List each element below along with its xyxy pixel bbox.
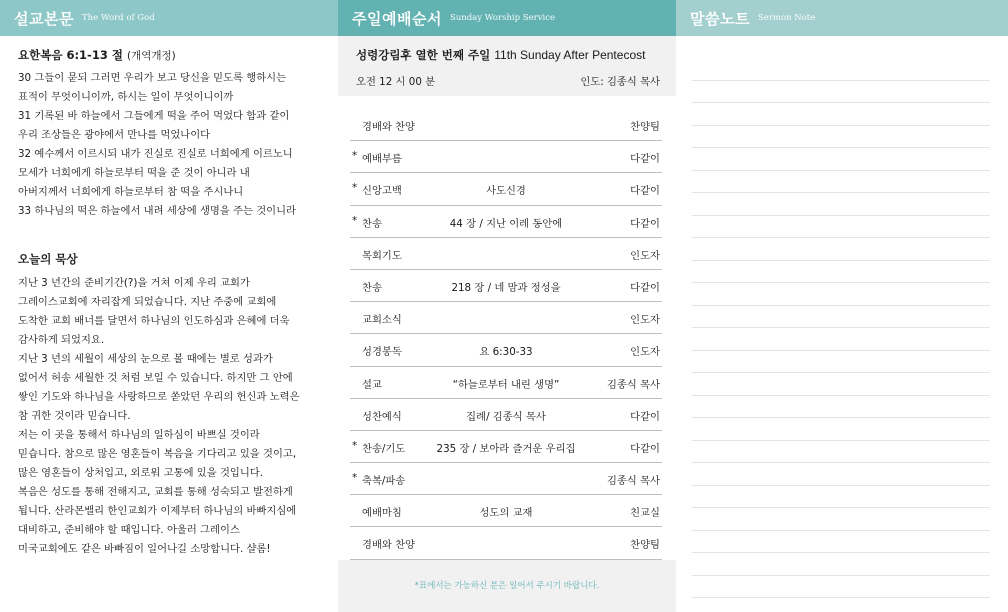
- meditation-line: 감사하게 되었지요.: [18, 334, 105, 346]
- order-row: [350, 431, 662, 463]
- order-row: [350, 527, 662, 559]
- worship-header-title: 주일예배순서: [352, 9, 442, 28]
- order-item-leader: 찬양팀: [630, 121, 660, 133]
- order-item-leader: 찬양팀: [630, 539, 660, 552]
- service-time: 오전 12 시 00 분: [356, 76, 436, 88]
- order-item-leader: 인도자: [630, 346, 660, 359]
- order-item-name: 찬송/기도: [362, 442, 406, 455]
- order-item-name: 성찬예식: [362, 410, 402, 423]
- worship-order-panel: [338, 0, 676, 612]
- scripture-line: 31 기록된 바 하늘에서 그들에게 떡을 주어 먹었다 함과 같이: [18, 110, 290, 122]
- note-rule: [692, 553, 990, 576]
- scripture-text: [18, 69, 330, 221]
- scripture-header-title: 설교본문: [14, 9, 74, 28]
- order-row: [350, 173, 662, 205]
- note-rule: [692, 306, 990, 329]
- note-rule: [692, 238, 990, 261]
- order-item-detail: “하늘로부터 내린 생명”: [452, 378, 560, 391]
- order-item-name: 신앙고백: [362, 185, 402, 198]
- note-rule: [692, 81, 990, 104]
- order-item-name: 찬송: [362, 217, 382, 230]
- order-star: *: [352, 150, 358, 163]
- note-rule: [692, 148, 990, 171]
- order-item-leader: 김종식 목사: [606, 378, 660, 391]
- order-item-leader: 다같이: [630, 442, 660, 455]
- order-item-leader: 다같이: [630, 185, 660, 198]
- order-item-leader: 인도자: [630, 314, 660, 327]
- note-rule: [692, 373, 990, 396]
- order-item-name: 예배마침: [362, 507, 402, 520]
- order-item-detail: 44 장 / 지난 이레 동안에: [449, 217, 563, 230]
- order-row: [350, 270, 662, 302]
- scripture-header: [0, 0, 338, 36]
- order-item-detail: 요 6:30-33: [479, 346, 533, 359]
- note-rule: [692, 171, 990, 194]
- order-item-name: 경배와 찬양: [362, 539, 416, 552]
- order-star: *: [352, 439, 358, 452]
- order-item-leader: 다같이: [630, 217, 660, 230]
- order-item-name: 예배부름: [362, 153, 402, 166]
- order-item-name: 축복/파송: [362, 475, 406, 488]
- order-row: [350, 109, 662, 141]
- order-row: [350, 302, 662, 334]
- scripture-panel: [0, 0, 338, 612]
- note-rule: [692, 418, 990, 441]
- order-item-detail: 성도의 교재: [479, 507, 533, 520]
- order-item-leader: 다같이: [630, 410, 660, 423]
- meditation-line: 참 귀한 것이라 믿습니다.: [18, 410, 131, 422]
- order-item-leader: 친교실: [630, 507, 660, 520]
- note-rule: [692, 283, 990, 306]
- note-rule: [692, 486, 990, 509]
- meditation-line: 대비하고, 준비해야 할 때입니다. 아울러 그레이스: [18, 524, 240, 536]
- scripture-header-subtitle: The Word of God: [81, 13, 155, 23]
- note-lines: [692, 58, 990, 598]
- service-title-ko: 성령강림후 열한 번째 주일: [356, 48, 491, 62]
- scripture-title: [18, 47, 176, 63]
- note-rule: [692, 463, 990, 486]
- scripture-line: 표적이 무엇이니이까, 하시는 일이 무엇이니이까: [18, 91, 234, 103]
- note-rule: [692, 328, 990, 351]
- sermon-note-header-subtitle: Sermon Note: [757, 13, 816, 23]
- scripture-version: (개역개정): [126, 50, 176, 62]
- meditation-line: 지난 3 년간의 준비기간(?)을 거쳐 이제 우리 교회가: [18, 277, 250, 289]
- order-row: [350, 141, 662, 173]
- order-item-leader: 김종식 목사: [606, 475, 660, 488]
- note-rule: [692, 261, 990, 284]
- order-item-name: 교회소식: [362, 314, 402, 327]
- sermon-note-header-title: 말씀노트: [690, 9, 750, 28]
- meditation-line: 저는 이 곳을 통해서 하나님의 일하심이 바쁘실 것이라: [18, 429, 260, 441]
- service-title: [356, 47, 645, 63]
- meditation-line: 믿습니다. 참으로 많은 영혼들이 복음을 기다리고 있을 것이고,: [18, 448, 297, 460]
- order-item-name: 찬송: [362, 281, 382, 294]
- service-leader: 인도: 김종식 목사: [580, 76, 660, 88]
- order-item-detail: 사도신경: [486, 185, 526, 198]
- meditation-text: [18, 274, 330, 559]
- footnote-box: [338, 560, 676, 612]
- service-title-en: 11th Sunday After Pentecost: [494, 48, 646, 62]
- meditation-line: 쌓인 기도와 하나님을 사랑하므로 쏟았던 우리의 헌신과 노력은: [18, 391, 300, 403]
- meditation-line: 없어서 허송 세월한 것 처럼 보일 수 있습니다. 하지만 그 안에: [18, 372, 293, 384]
- sermon-note-header: [676, 0, 1008, 36]
- order-item-name: 경배와 찬양: [362, 121, 416, 133]
- order-item-leader: 인도자: [630, 249, 660, 262]
- meditation-line: 복음은 성도를 통해 전해지고, 교회를 통해 성숙되고 발전하게: [18, 486, 293, 498]
- order-item-leader: 다같이: [630, 281, 660, 294]
- note-rule: [692, 216, 990, 239]
- order-row: [350, 367, 662, 399]
- order-row: [350, 495, 662, 527]
- scripture-line: 33 하나님의 떡은 하늘에서 내려 세상에 생명을 주는 것이니라: [18, 205, 297, 217]
- note-rule: [692, 441, 990, 464]
- footnote: *표에서는 가능하신 분은 일어서 주시기 바랍니다.: [414, 581, 600, 591]
- scripture-line: 우리 조상들은 광야에서 만나를 먹었나이다: [18, 129, 211, 141]
- scripture-line: 32 예수께서 이르시되 내가 진실로 진실로 너희에게 이르노니: [18, 148, 293, 160]
- note-rule: [692, 396, 990, 419]
- order-star: *: [352, 182, 358, 195]
- worship-header: [338, 0, 676, 36]
- order-item-name: 성경봉독: [362, 346, 402, 359]
- note-rule: [692, 508, 990, 531]
- order-row: [350, 334, 662, 366]
- meditation-line: 미국교회에도 같은 바빠짐이 일어나길 소망합니다. 샬롬!: [18, 543, 271, 555]
- scripture-reference: 요한복음 6:1-13 절: [18, 48, 123, 62]
- scripture-line: 30 그들이 묻되 그러면 우리가 보고 당신을 믿도록 행하시는: [18, 72, 287, 84]
- meditation-line: 됩니다. 산라몬밸리 한인교회가 이제부터 하나님의 바빠지심에: [18, 505, 297, 517]
- meditation-title: 오늘의 묵상: [18, 252, 78, 266]
- note-rule: [692, 103, 990, 126]
- scripture-line: 모세가 너희에게 하늘로부터 떡을 준 것이 아니라 내: [18, 167, 250, 179]
- note-rule: [692, 58, 990, 81]
- order-row: [350, 399, 662, 431]
- note-rule: [692, 576, 990, 599]
- order-star: *: [352, 214, 358, 227]
- worship-header-subtitle: Sunday Worship Service: [449, 13, 556, 23]
- order-item-detail: 235 장 / 보아라 즐거운 우리집: [436, 442, 576, 455]
- order-list: [350, 109, 662, 560]
- note-rule: [692, 193, 990, 216]
- service-info: [338, 36, 676, 96]
- meditation-line: 많은 영혼들이 상처입고, 외로워 고통에 있을 것입니다.: [18, 467, 264, 479]
- meditation-line: 지난 3 년의 세월이 세상의 눈으로 볼 때에는 별로 성과가: [18, 353, 273, 365]
- meditation-line: 그레이스교회에 자리잡게 되었습니다. 지난 주중에 교회에: [18, 296, 277, 308]
- sermon-note-panel: [676, 0, 1008, 612]
- note-rule: [692, 126, 990, 149]
- order-item-name: 설교: [362, 378, 382, 391]
- meditation-line: 도착한 교회 배너를 달면서 하나님의 인도하심과 은혜에 더욱: [18, 315, 290, 327]
- order-item-detail: 집례/ 김종식 목사: [466, 410, 546, 423]
- note-rule: [692, 351, 990, 374]
- order-row: [350, 206, 662, 238]
- scripture-line: 아버지께서 너희에게 하늘로부터 참 떡을 주시나니: [18, 186, 244, 198]
- order-star: *: [352, 472, 358, 485]
- order-item-detail: 218 장 / 네 맘과 정성을: [451, 281, 561, 294]
- note-rule: [692, 531, 990, 554]
- order-item-name: 목회기도: [362, 249, 402, 262]
- order-row: [350, 463, 662, 495]
- order-row: [350, 238, 662, 270]
- order-item-leader: 다같이: [630, 153, 660, 166]
